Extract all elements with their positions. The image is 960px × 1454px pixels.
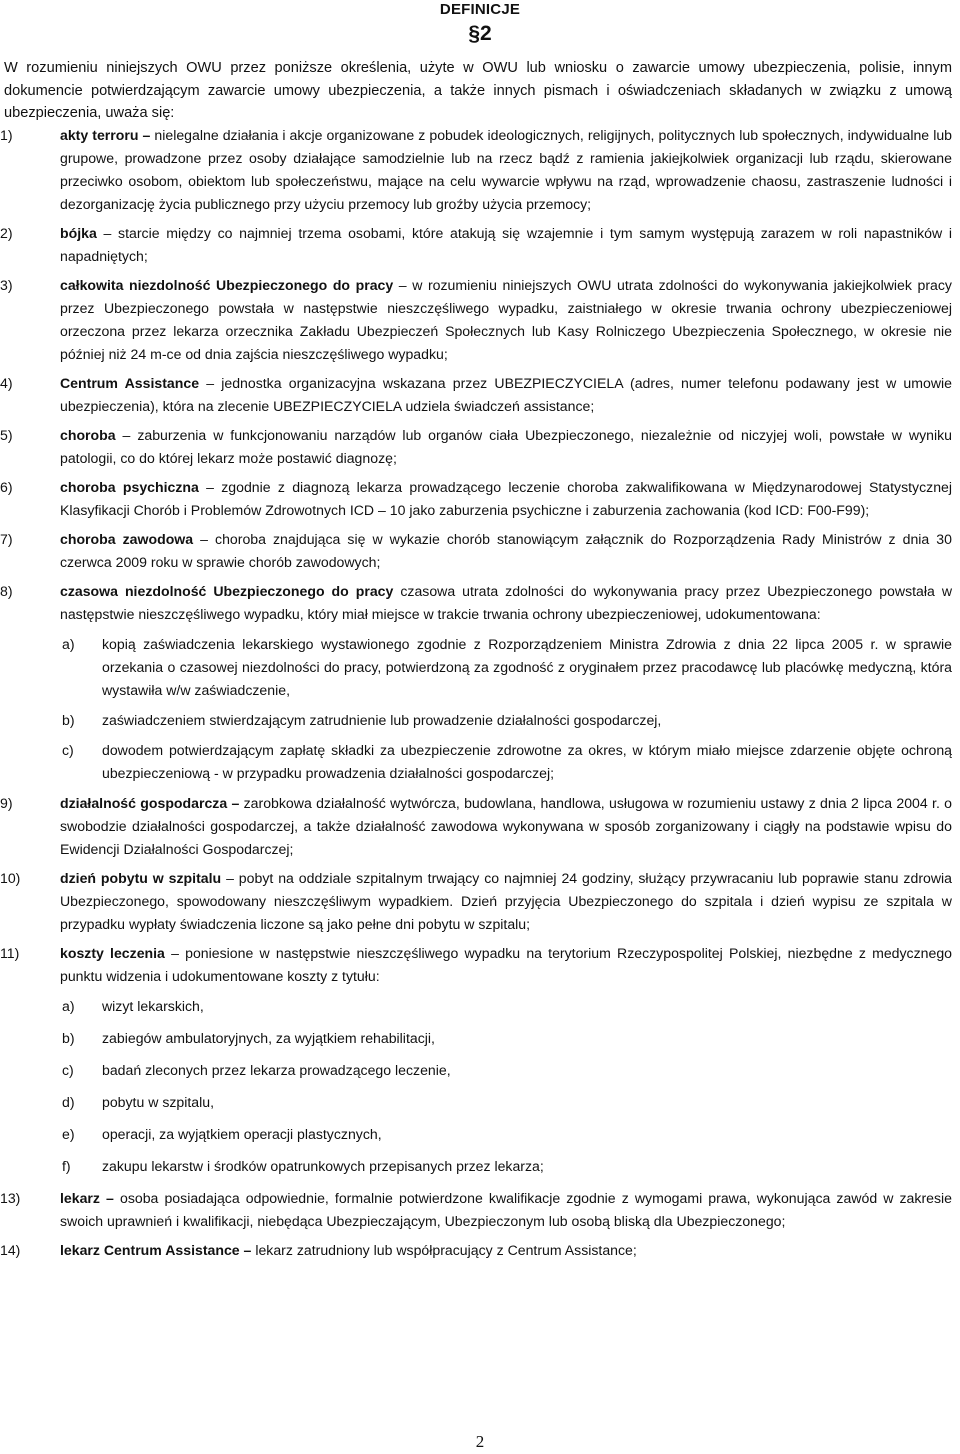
sublist-item bbox=[60, 995, 952, 1018]
definition-term: lekarz – bbox=[60, 1190, 114, 1206]
definition-text: – zgodnie z diagnozą lekarza prowadzącego leczenie choroba zakwalifikowana w Międzynarodowej Statystycznej Klasyfikacji Chorób i Problemów Zdrowotnych ICD – 10 jako zaburzenia psychiczne i zaburzenia zachowania (kod ICD: F00-F99); bbox=[60, 479, 953, 518]
sublist-item bbox=[60, 1027, 952, 1050]
sublist-letter: d) bbox=[62, 1094, 75, 1110]
definition-text: zarobkowa działalność wytwórcza, budowlana, handlowa, usługowa w rozumieniu ustawy z dnia 2 lipca 2004 r. o swobodzie działalności gospodarczej, a także działalność zawodowa wykonywana w sposób zorganizowany i ciągły na podstawie wpisu do Ewidencji Działalności Gospodarczej; bbox=[60, 795, 952, 857]
definition-text: – w rozumieniu niniejszych OWU utrata zdolności do wykonywania jakiejkolwiek pracy przez Ubezpieczonego powstała w następstwie nieszczęśliwego wypadku, zaistniałego w okresie trwania ochrony ubezpieczeniowej orzeczona przez lekarza orzecznika Zakładu Ubezpieczeń Społecznych lub Kasy Rolniczego Ubezpieczenia Społecznego, w okresie nie później niż 24 m-ce od dnia zajścia nieszczęśliwego wypadku; bbox=[60, 277, 952, 362]
definitions-list bbox=[0, 124, 952, 1268]
definition-term: choroba psychiczna bbox=[60, 479, 199, 495]
definition-term: bójka bbox=[60, 225, 97, 241]
definition-number: 4) bbox=[0, 375, 13, 391]
sublist-text: pobytu w szpitalu, bbox=[102, 1094, 215, 1110]
definition-item bbox=[0, 476, 952, 522]
definition-text: – jednostka organizacyjna wskazana przez UBEZPIECZYCIELA (adres, numer telefonu podawany jest w umowie ubezpieczenia), która na zlecenie UBEZPIECZYCIELA udziela świadczeń assistance; bbox=[60, 375, 952, 414]
sublist-letter: a) bbox=[62, 636, 75, 652]
definition-item bbox=[0, 424, 952, 470]
definition-number: 9) bbox=[0, 795, 13, 811]
definition-term: akty terroru – bbox=[60, 127, 151, 143]
definition-item bbox=[0, 580, 952, 785]
definition-number: 2) bbox=[0, 225, 13, 241]
sublist-letter: f) bbox=[62, 1158, 71, 1174]
sublist-text: dowodem potwierdzającym zapłatę składki za ubezpieczenie zdrowotne za okres, w którym miało miejsce zdarzenie objęte ochroną ubezpieczeniową - w przypadku prowadzenia działalności gospodarczej; bbox=[102, 742, 952, 781]
definition-number: 7) bbox=[0, 531, 13, 547]
sublist-text: zaświadczeniem stwierdzającym zatrudnienie lub prowadzenie działalności gospodarczej, bbox=[102, 712, 662, 728]
sublist-item bbox=[60, 1123, 952, 1146]
definition-number: 11) bbox=[0, 945, 20, 961]
definition-number: 10) bbox=[0, 870, 21, 886]
sublist-item bbox=[60, 739, 952, 785]
definition-term: dzień pobytu w szpitalu bbox=[60, 870, 222, 886]
sublist-letter: e) bbox=[62, 1126, 75, 1142]
sublist-text: wizyt lekarskich, bbox=[102, 998, 204, 1014]
sublist-letter: b) bbox=[62, 1030, 75, 1046]
definition-term: Centrum Assistance bbox=[60, 375, 200, 391]
definition-text: lekarz zatrudniony lub współpracujący z Centrum Assistance; bbox=[255, 1242, 637, 1258]
sublist-text: zakupu lekarstw i środków opatrunkowych przepisanych przez lekarza; bbox=[102, 1158, 544, 1174]
definition-item bbox=[0, 1187, 952, 1233]
definition-sublist bbox=[60, 633, 952, 785]
definition-number: 3) bbox=[0, 277, 13, 293]
definition-text: nielegalne działania i akcje organizowane z pobudek ideologicznych, religijnych, politycznych lub społecznych, indywidualne lub grupowe, prowadzone przez osoby działające samodzielnie lub na rzecz bądź z ramienia jakiejkolwiek organizacji lub rządu, skierowane przeciwko osobom, obiektom lub społeczeństwu, mające na celu wywarcie wpływu na rząd, wprowadzenie chaosu, zastraszenie ludności i dezorganizację życia publicznego przy użyciu przemocy lub groźby użycia przemocy; bbox=[60, 127, 952, 212]
definition-text: – starcie między co najmniej trzema osobami, które atakują się wzajemnie i tym samym występują zarazem w roli napastników i napadniętych; bbox=[60, 225, 953, 264]
page-title: DEFINICJE bbox=[439, 1, 521, 18]
definition-text: osoba posiadająca odpowiednie, formalnie potwierdzone kwalifikacje zgodnie z wymogami prawa, wykonująca zawód w zakresie swoich uprawnień i kwalifikacji, niebędąca Ubezpieczającym, Ubezpieczonym lub osobą bliską dla Ubezpieczonego; bbox=[60, 1190, 952, 1229]
definition-item bbox=[0, 528, 952, 574]
definition-item bbox=[0, 372, 952, 418]
sublist-text: badań zleconych przez lekarza prowadzącego leczenie, bbox=[102, 1062, 451, 1078]
sublist-item bbox=[60, 709, 952, 732]
definition-term: czasowa niezdolność Ubezpieczonego do pracy bbox=[60, 583, 394, 599]
definition-text: – pobyt na oddziale szpitalnym trwający co najmniej 24 godziny, służący przywracaniu lub poprawie stanu zdrowia Ubezpieczonego, spowodowany nieszczęśliwym wypadkiem. Dzień przyjęcia Ubezpieczonego do szpitala i dzień wypisu ze szpitala w przypadku wypłaty świadczenia liczone są jako pełne dni pobytu w szpitalu; bbox=[60, 870, 952, 932]
sublist-letter: c) bbox=[62, 742, 74, 758]
definition-number: 14) bbox=[0, 1242, 21, 1258]
definition-term: choroba bbox=[60, 427, 116, 443]
definition-number: 6) bbox=[0, 479, 13, 495]
sublist-item bbox=[60, 633, 952, 702]
definition-number: 1) bbox=[0, 127, 13, 143]
definition-number: 5) bbox=[0, 427, 13, 443]
intro-paragraph: W rozumieniu niniejszych OWU przez poniższe określenia, użyte w OWU lub wniosku o zawarcie umowy ubezpieczenia, polisie, innym dokumencie potwierdzającym zawarcie umowy ubezpieczenia, a także innych pismach i oświadczeniach składanych w związku z umową ubezpieczenia, uważa się: bbox=[4, 60, 952, 121]
definition-item bbox=[0, 792, 952, 861]
sublist-text: kopią zaświadczenia lekarskiego wystawionego zgodnie z Rozporządzeniem Ministra Zdrowia z dnia 22 lipca 2005 r. w sprawie orzekania o czasowej niezdolności do pracy, potwierdzoną za zgodność z oryginałem przez pracodawcę lub placówkę medyczną, która wystawiła w/w zaświadczenie, bbox=[102, 636, 952, 698]
sublist-item bbox=[60, 1059, 952, 1082]
definition-item bbox=[0, 867, 952, 936]
sublist-letter: c) bbox=[62, 1062, 74, 1078]
sublist-text: zabiegów ambulatoryjnych, za wyjątkiem rehabilitacji, bbox=[102, 1030, 435, 1046]
definition-term: lekarz Centrum Assistance – bbox=[60, 1242, 252, 1258]
definition-item bbox=[0, 1239, 952, 1262]
sublist-letter: a) bbox=[62, 998, 75, 1014]
definition-term: działalność gospodarcza – bbox=[60, 795, 240, 811]
definition-sublist bbox=[60, 995, 952, 1178]
page-number: 2 bbox=[475, 1432, 485, 1451]
definition-item bbox=[0, 222, 952, 268]
definition-number: 13) bbox=[0, 1190, 21, 1206]
definition-term: choroba zawodowa bbox=[60, 531, 194, 547]
definition-term: całkowita niezdolność Ubezpieczonego do pracy bbox=[60, 277, 394, 293]
definition-text: – poniesione w następstwie nieszczęśliwego wypadku na terytorium Rzeczypospolitej Polskiej, niezbędne z medycznego punktu widzenia i udokumentowane koszty z tytułu: bbox=[60, 945, 953, 984]
definition-item bbox=[0, 942, 952, 1178]
definition-term: koszty leczenia bbox=[60, 945, 165, 961]
definition-text: – zaburzenia w funkcjonowaniu narządów lub organów ciała Ubezpieczonego, niezależnie od niczyjej woli, powstałe w wyniku patologii, co do której lekarz może postawić diagnozę; bbox=[60, 427, 952, 466]
sublist-item bbox=[60, 1091, 952, 1114]
definition-number: 8) bbox=[0, 583, 13, 599]
sublist-letter: b) bbox=[62, 712, 75, 728]
sublist-text: operacji, za wyjątkiem operacji plastycznych, bbox=[102, 1126, 382, 1142]
definition-item bbox=[0, 274, 952, 366]
sublist-item bbox=[60, 1155, 952, 1178]
section-heading: §2 bbox=[468, 22, 492, 45]
definition-text: czasowa utrata zdolności do wykonywania pracy przez Ubezpieczonego powstała w następstwie nieszczęśliwego wypadku, który miał miejsce w trakcie trwania ochrony ubezpieczeniowej, udokumentowana: bbox=[60, 583, 952, 622]
definition-item bbox=[0, 124, 952, 216]
definition-text: – choroba znajdująca się w wykazie chorób stanowiącym załącznik do Rozporządzenia Rady Ministrów z dnia 30 czerwca 2009 roku w sprawie chorób zawodowych; bbox=[60, 531, 952, 570]
